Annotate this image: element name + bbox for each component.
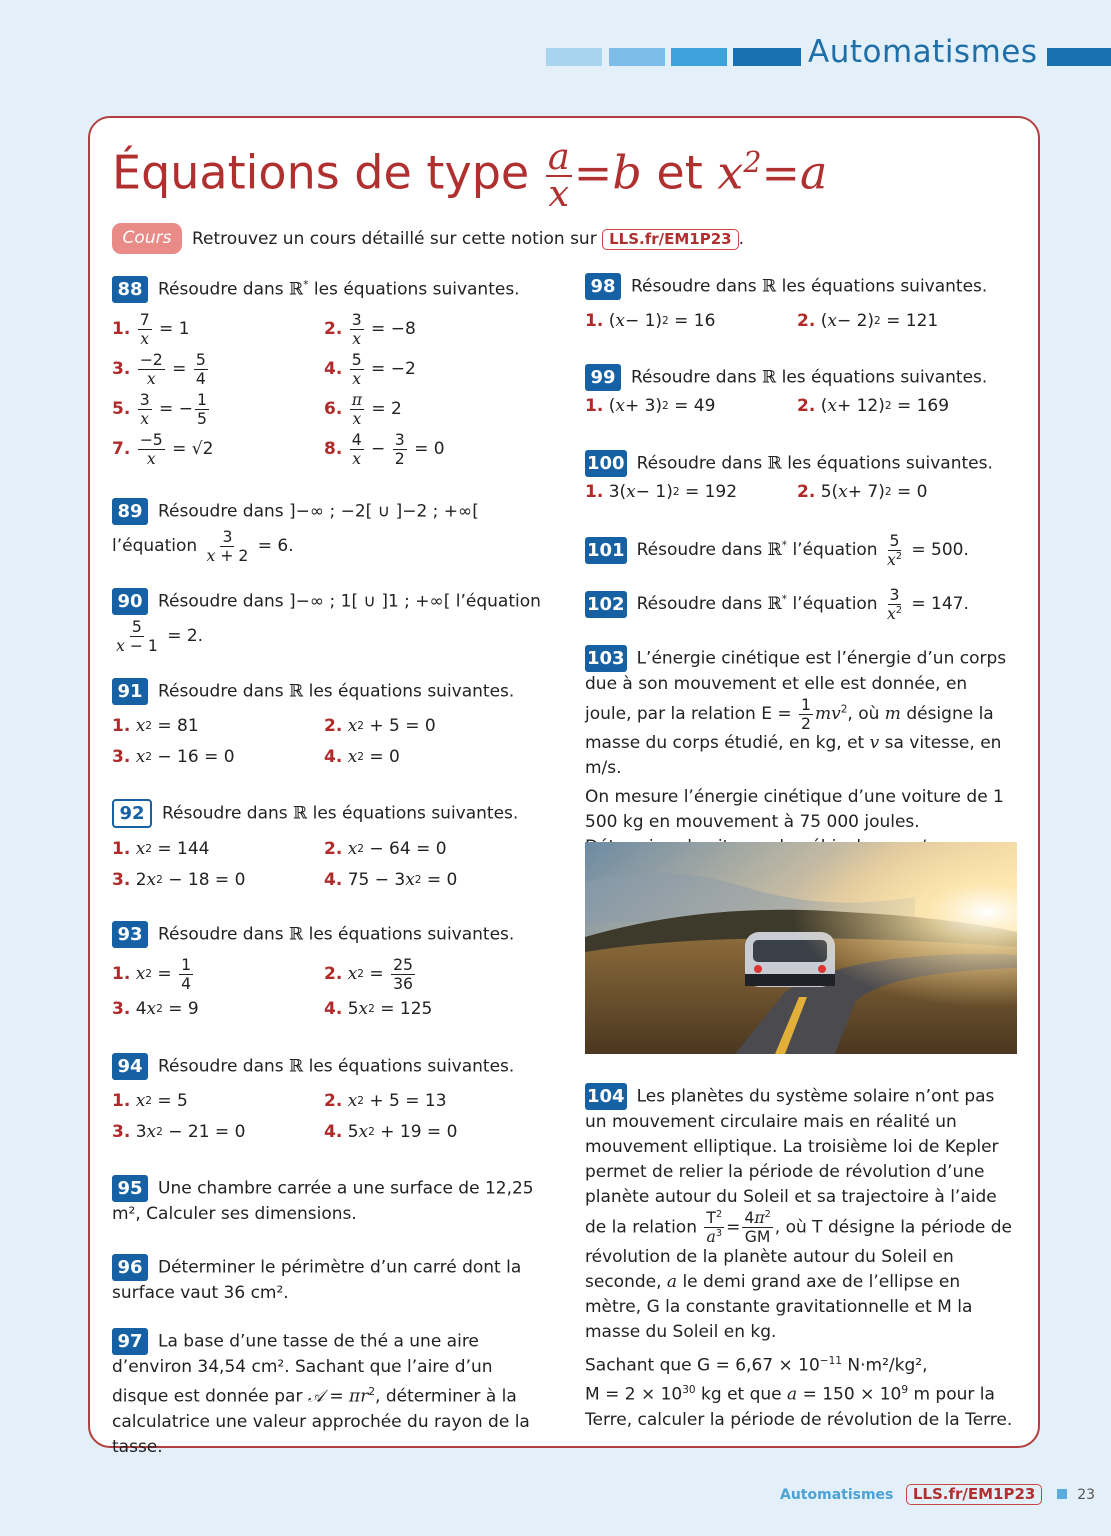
exercise-103: 103 L’énergie cinétique est l’énergie d’un corps due à son mouvement et elle est donnée, en joule, par la relation E = $\frac{1}{2}$ $mv^2$, où m désigne la masse du corps étudié, en kg, et v sa vitesse, en m/s. On mesure l’énergie cinétique d’une voiture de 1 500 kg en mouvement à 75 000 joules. <box>585 645 1019 860</box>
square-icon <box>1057 1489 1067 1499</box>
footer: Automatismes LLS.fr/EM1P23 23 <box>780 1485 1096 1503</box>
exercise-number: 100 <box>585 450 627 477</box>
exercise-number: 93 <box>112 921 148 948</box>
exercise-number: 90 <box>112 588 148 615</box>
footer-link[interactable]: LLS.fr/EM1P23 <box>906 1484 1043 1505</box>
exercise-90: 90 Résoudre dans ]−∞ ; 1[ ∪ ]1 ; +∞[ l’équation $\frac{5}{x - 1}$ = 2. <box>112 588 546 653</box>
exercise-88: 88 Résoudre dans ℝ* les équations suivantes. 1. $\frac{7}{x}$ = 1 2. $\frac{3}{x}$ = −8 3. $\frac{-2}{x}$ = $\frac{5}{4}$ 4. $\frac{5}{x}$ = −2 5. $\frac{3}{x}$ = − $\frac{1}{5}$ 6. $\frac{\pi}{x}$ = 2 7. $\frac{-5}{x}$ = √2 8. $\frac{4}{x}$ − $\frac{3}{2}$ = 0 <box>112 273 546 469</box>
exercise-number: 94 <box>112 1053 148 1080</box>
exercise-95: 95 Une chambre carrée a une surface de 12,25 m², Calculer ses dimensions. <box>112 1175 546 1227</box>
exercise-number: 104 <box>585 1083 627 1110</box>
exercise-102: 102 Résoudre dans ℝ* l’équation $\frac{3}{x^2}$ = 147. <box>587 585 969 623</box>
exercise-104: 104 Les planètes du système solaire n’ont pas un mouvement circulaire mais en réalité un mouvement elliptique. La troisième loi de Kepler permet de relier la période de révolution d’une planète autour du Soleil et sa trajectoire à l’aide de la relation $\frac{T^2}{a^3}$ = $\frac{4\pi^2}{GM}$ , où T désigne la période de révolution de la planète autour du Soleil en seconde, a le demi grand axe de l’ellipse en mètre, G la constante gravitationnelle et M la masse du Soleil en kg. Sachant que $G = 6,67 \times 10^{-11}$ N·m²/kg², $M = 2 \times 10^{30}$ kg et que $a = 150 \times 10^9$ m pour la Terre, calculer la période de révolution de la Terre. <box>585 1083 1019 1433</box>
cours-badge: Cours <box>112 223 182 254</box>
exercise-number: 88 <box>112 276 148 303</box>
exercise-number: 95 <box>112 1175 148 1202</box>
page-number: 23 <box>1077 1487 1096 1503</box>
exercise-91: 91 Résoudre dans ℝ les équations suivantes. 1. x 2 = 81 2. x 2 + 5 = 0 3. x 2 − 16 = 0 4. x 2 = 0 <box>112 678 546 773</box>
section-title: Automatismes <box>808 34 1038 70</box>
cours-link[interactable]: LLS.fr/EM1P23 <box>602 229 739 250</box>
exercise-100: 100 Résoudre dans ℝ les équations suivantes. 1. 3( x − 1) 2 = 192 2. 5( x + 7) 2 = 0 <box>585 450 1019 508</box>
exercise-97: 97 La base d’une tasse de thé a une aire d’environ 34,54 cm². Sachant que l’aire d’un disque est donnée par 𝒜 = $\pi r^2$, déterminer à la calculatrice une valeur approchée du rayon de la tasse. <box>112 1328 546 1460</box>
exercise-number: 97 <box>112 1328 148 1355</box>
exercise-99: 99 Résoudre dans ℝ les équations suivantes. 1. ( x + 3) 2 = 49 2. ( x + 12) 2 = 169 <box>585 364 1019 422</box>
exercise-number: 99 <box>585 364 621 391</box>
exercise-96: 96 Déterminer le périmètre d’un carré dont la surface vaut 36 cm². <box>112 1254 546 1306</box>
exercise-93: 93 Résoudre dans ℝ les équations suivantes. 1. x 2 = $\frac{1}{4}$ 2. x 2 = $\frac{25}{36}$ 3. 4 x 2 = 9 4. 5 x 2 = 125 <box>112 921 546 1025</box>
exercise-101: 101 Résoudre dans ℝ* l’équation $\frac{5}{x^2}$ = 500. <box>587 531 969 569</box>
exercise-number: 103 <box>585 645 627 672</box>
exercise-number: 98 <box>585 273 621 300</box>
exercise-number: 89 <box>112 498 148 525</box>
exercise-number: 92 <box>112 799 152 828</box>
exercise-89: 89 Résoudre dans ]−∞ ; −2[ ∪ ]−2 ; +∞[ l’équation $\frac{3}{x + 2}$ = 6. <box>112 498 546 563</box>
exercise-number: 96 <box>112 1254 148 1281</box>
cours-line: Retrouvez un cours détaillé sur cette notion sur LLS.fr/EM1P23 . <box>192 229 745 249</box>
exercise-94: 94 Résoudre dans ℝ les équations suivantes. 1. x 2 = 5 2. x 2 + 5 = 13 3. 3 x 2 − 21 = 0 4. 5 x 2 + 19 = 0 <box>112 1053 546 1148</box>
exercise-number: 102 <box>585 591 627 618</box>
exercise-number: 101 <box>585 537 627 564</box>
exercise-number: 91 <box>112 678 148 705</box>
exercise-92: 92 Résoudre dans ℝ les équations suivantes. 1. x 2 = 144 2. x 2 − 64 = 0 3. 2 x 2 − 18 = 0 4. 75 − 3 x 2 = 0 <box>112 799 546 896</box>
page-title: Équations de type $\frac{a}{x}$ =b et $x^2=a$ <box>112 135 828 215</box>
car-road-photo <box>585 842 1017 1054</box>
exercise-98: 98 Résoudre dans ℝ les équations suivantes. 1. ( x − 1) 2 = 16 2. ( x − 2) 2 = 121 <box>585 273 1019 337</box>
